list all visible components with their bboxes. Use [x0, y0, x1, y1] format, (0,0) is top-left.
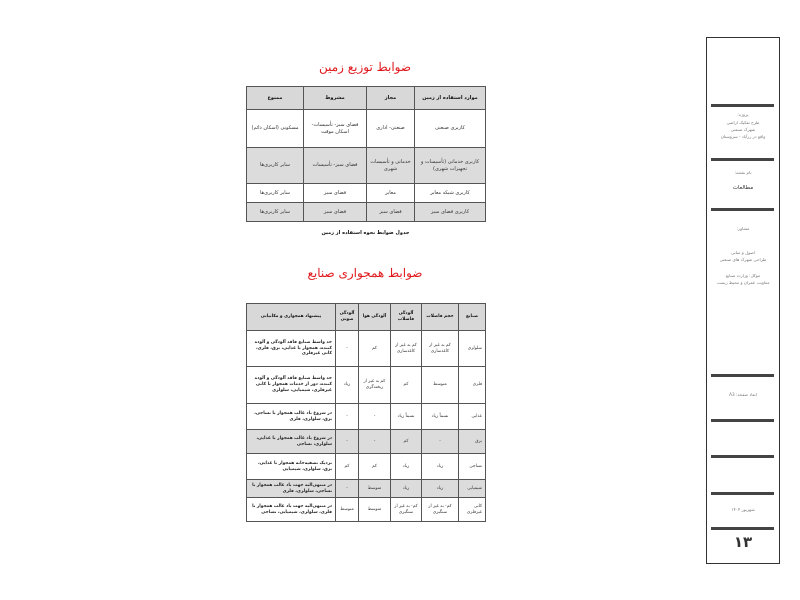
table-cell: صنعتی- اداری [367, 110, 415, 148]
table-cell: - [359, 404, 391, 430]
table-row [247, 367, 486, 404]
table-row [247, 404, 486, 430]
table-cell: - [336, 430, 359, 454]
table-header-row [247, 304, 486, 331]
table-cell: زیاد [336, 367, 359, 404]
table-cell: کم- به غیر از سنگبری [422, 498, 459, 522]
project-label: پروژه: [737, 112, 749, 117]
table-cell: فضای سبز [304, 203, 367, 222]
title-block-divider [711, 374, 774, 377]
table-row [247, 454, 486, 480]
table-cell: سایر کاربری‌ها [247, 184, 304, 203]
land-use-table [246, 86, 486, 222]
table-row [247, 430, 486, 454]
table-cell: فضای سبز- تأسیسات [304, 148, 367, 184]
table-cell: در شروع باد غالب همجوار با نساجی، برق، سلولزی، فلزی [247, 404, 336, 430]
table-row [247, 184, 486, 203]
table-cell: متوسط [359, 480, 391, 498]
table-cell: کم به غیر از ریخته‌گری [359, 367, 391, 404]
table-cell: سایر کاربری‌ها [247, 148, 304, 184]
client-line-2: معاونت عمران و محیط زیست [716, 280, 770, 285]
title-block-divider [711, 527, 774, 530]
header-cell: آلودگی هوا [359, 304, 391, 331]
table-cell: - [336, 331, 359, 367]
table-cell: در منتهی‌الیه جهت باد غالب همجوار با فلزی، سلولزی، شیمیایی، نساجی [247, 498, 336, 522]
table-cell: نسبتاً زیاد [391, 404, 422, 430]
table-cell: کم [391, 367, 422, 404]
table-cell: کم به غیر از کاغذسازی [391, 331, 422, 367]
project-line-3: واقع در زرآباد - سروستان [720, 134, 766, 139]
title-block-divider [711, 492, 774, 495]
header-cell: ممنوع [247, 87, 304, 110]
table-cell: - [336, 404, 359, 430]
title-block-divider [711, 158, 774, 161]
table-cell: غذایی [459, 404, 486, 430]
title-block-divider [711, 419, 774, 422]
header-cell: پیشنهاد همجواری و مکانیابی [247, 304, 336, 331]
table-cell: کاربری صنعتی [415, 110, 486, 148]
client-line-1: موکل: وزارت صنایع [725, 273, 761, 278]
table-cell: - [422, 430, 459, 454]
table-cell: زیاد [391, 480, 422, 498]
table-cell: در شروع باد غالب همجوار با غذایی، سلولزی، نساجی [247, 430, 336, 454]
header-cell: آلودگی فاضلاب [391, 304, 422, 331]
table-row [247, 331, 486, 367]
table-cell: متوسط [422, 367, 459, 404]
advisor-label: مشاور: [736, 226, 750, 231]
table-cell: حد واسط صنایع فاقد آلودگی و آلوده کننده، دور از خدمات همجوار با کانی غیرفلزی، شیمیایی، سلولزی [247, 367, 336, 404]
title-block-divider [711, 208, 774, 211]
table-cell: فضای سبز- تأسیسات- اسکان موقت [304, 110, 367, 148]
table-cell: کانی غیرفلزی [459, 498, 486, 522]
table-cell: برق [459, 430, 486, 454]
table-cell: زیاد [391, 454, 422, 480]
table-cell: فلزی [459, 367, 486, 404]
land-distribution-title: ضوابط توزیع زمین [318, 60, 412, 74]
table-cell: سلولزی [459, 331, 486, 367]
table-cell: کاربری خدماتی (تأسیسات و تجهیزات شهری) [415, 148, 486, 184]
table-cell: کم به غیر از کاغذسازی [422, 331, 459, 367]
industry-adjacency-title: ضوابط همجواری صنایع [307, 266, 423, 280]
header-cell: موارد استفاده از زمین [415, 87, 486, 110]
header-cell: آلودگی صوتی [336, 304, 359, 331]
table-row [247, 148, 486, 184]
header-cell: حجم فاضلاب [422, 304, 459, 331]
page-number: ۱۳ [733, 533, 753, 551]
header-cell: صنایع [459, 304, 486, 331]
table-cell: در منتهی‌الیه جهت باد غالب همجوار با نساجی، سلولزی، فلزی [247, 480, 336, 498]
table-cell: مسکونی (اسکان دائم) [247, 110, 304, 148]
table-cell: نساجی [459, 454, 486, 480]
table-cell: شیمیایی [459, 480, 486, 498]
table-cell: فضای سبز [367, 203, 415, 222]
header-cell: مشروط [304, 87, 367, 110]
table-row [247, 480, 486, 498]
table-header-row [247, 87, 486, 110]
table-cell: متوسط [336, 498, 359, 522]
table-cell: سایر کاربری‌ها [247, 203, 304, 222]
table-cell: حد واسط صنایع فاقد آلودگی و آلوده کننده، همجوار با غذایی، برق، فلزی، کانی غیرفلزی [247, 331, 336, 367]
table-cell: کاربری فضای سبز [415, 203, 486, 222]
sheet-label: نام نقشه: [734, 170, 752, 175]
date-label: شهریور ۱۴۰۴ [731, 507, 755, 512]
table-row [247, 498, 486, 522]
table-cell: نسبتاً زیاد [422, 404, 459, 430]
table-cell: - [336, 480, 359, 498]
table-cell: کم- به غیر از سنگبری [391, 498, 422, 522]
table-cell: فضای سبز [304, 184, 367, 203]
project-line-1: طرح تفکیک اراضی [726, 120, 760, 125]
table-cell: کم [391, 430, 422, 454]
advisor-line-1: اصول و مبانی [730, 250, 756, 255]
table-cell: نزدیک تصفیه‌خانه همجوار با غذایی، برق، سلولزی، شیمیایی [247, 454, 336, 480]
title-block-divider [711, 455, 774, 458]
table-cell: - [359, 430, 391, 454]
industry-adjacency-table [246, 303, 486, 522]
table-cell: خدماتی و تأسیسات شهری [367, 148, 415, 184]
project-line-2: شهرک صنعتی [730, 127, 756, 132]
table-cell: متوسط [359, 498, 391, 522]
table-row [247, 203, 486, 222]
sheet-name: مطالعات [732, 185, 754, 191]
table-cell: کم [359, 331, 391, 367]
table-caption: جدول ضوابط نحوه استفاده از زمین [321, 230, 410, 236]
table-cell: کم [359, 454, 391, 480]
table-cell: کم [336, 454, 359, 480]
table-row [247, 110, 486, 148]
table-cell: کاربری شبکه معابر [415, 184, 486, 203]
title-block-divider [711, 104, 774, 107]
header-cell: مجاز [367, 87, 415, 110]
table-cell: زیاد [422, 454, 459, 480]
advisor-line-2: طراحی شهرک های صنعتی [719, 257, 767, 262]
table-cell: معابر [367, 184, 415, 203]
paper-size-label: ابعاد صفحه: A3 [729, 392, 757, 397]
table-cell: زیاد [422, 480, 459, 498]
